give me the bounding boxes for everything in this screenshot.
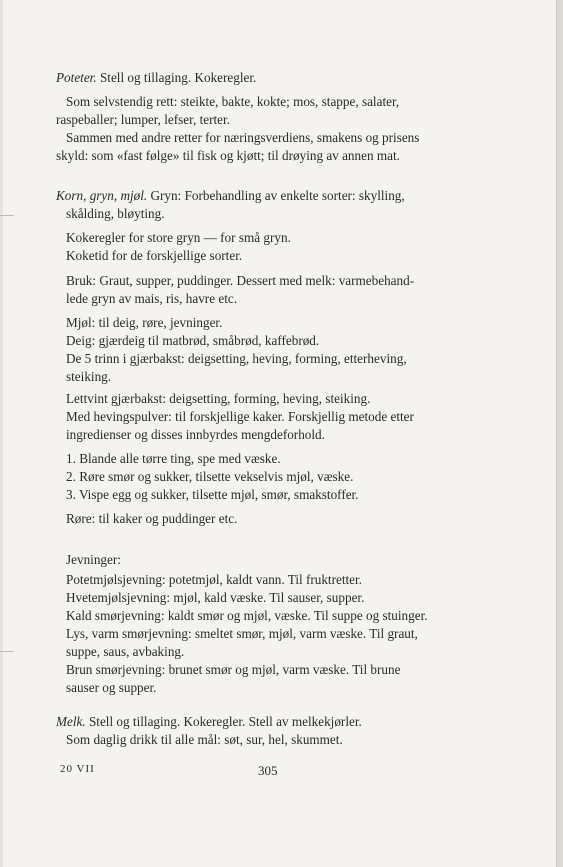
subsection-heading: Jevninger: <box>66 552 121 567</box>
section-heading: Melk. <box>56 714 86 729</box>
text-line: Sammen med andre retter for næringsverdiens, smakens og prisens <box>66 130 420 145</box>
text-line: raspeballer; lumper, lefser, terter. <box>56 112 230 127</box>
section-melk-heading-line <box>56 713 362 731</box>
text-line: Deig: gjærdeig til matbrød, småbrød, kaffebrød. <box>66 333 320 348</box>
edge-mark <box>0 215 14 216</box>
signature-mark: 20 VII <box>60 763 95 775</box>
section-korn-heading-line <box>56 187 405 205</box>
text-line: Med hevingspulver: til forskjellige kaker. Forskjellig metode etter <box>66 409 414 424</box>
page-left-edge <box>0 0 3 867</box>
text-line: Brun smørjevning: brunet smør og mjøl, varm væske. Til brune <box>66 662 401 677</box>
text-line: Koketid for de forskjellige sorter. <box>66 248 243 263</box>
section-heading: Poteter. <box>56 70 97 85</box>
text-line: sauser og supper. <box>66 680 157 695</box>
text-line: steiking. <box>66 369 112 384</box>
text-line: Som daglig drikk til alle mål: søt, sur, hel, skummet. <box>66 732 343 747</box>
text-line: ingredienser og disses innbyrdes mengdeforhold. <box>66 427 325 442</box>
text-line: Som selvstendig rett: steikte, bakte, kokte; mos, stappe, salater, <box>66 94 400 109</box>
book-page <box>56 0 488 867</box>
text-line: suppe, saus, avbaking. <box>66 644 185 659</box>
text-line: Kokeregler for store gryn — for små gryn. <box>66 230 291 245</box>
text-line: lede gryn av mais, ris, havre etc. <box>66 291 238 306</box>
section-heading: Korn, gryn, mjøl. <box>56 188 148 203</box>
text-line: Stell og tillaging. Kokeregler. <box>99 70 257 85</box>
text-line: Lys, varm smørjevning: smeltet smør, mjøl, varm væske. Til graut, <box>66 626 418 641</box>
text-line: skålding, bløyting. <box>66 206 165 221</box>
text-line: De 5 trinn i gjærbakst: deigsetting, heving, forming, etterheving, <box>66 351 407 366</box>
text-line: Stell og tillaging. Kokeregler. Stell av melkekjørler. <box>88 714 362 729</box>
list-item: 3. Vispe egg og sukker, tilsette mjøl, smør, smakstoffer. <box>66 487 359 502</box>
page-number: 305 <box>258 763 278 778</box>
text-line: Kald smørjevning: kaldt smør og mjøl, væske. Til suppe og stuinger. <box>66 608 428 623</box>
text-line: skyld: som «fast følge» til fisk og kjøtt; til drøying av annen mat. <box>56 148 400 163</box>
list-item: 1. Blande alle tørre ting, spe med væske. <box>66 451 281 466</box>
edge-mark <box>0 651 14 652</box>
text-line: Hvetemjølsjevning: mjøl, kald væske. Til sauser, supper. <box>66 590 365 605</box>
text-line: Gryn: Forbehandling av enkelte sorter: skylling, <box>150 188 405 203</box>
page-right-edge <box>556 0 563 867</box>
section-poteter-heading-line <box>56 69 256 87</box>
text-line: Mjøl: til deig, røre, jevninger. <box>66 315 223 330</box>
text-line: Lettvint gjærbakst: deigsetting, forming, heving, steiking. <box>66 391 371 406</box>
list-item: 2. Røre smør og sukker, tilsette vekselvis mjøl, væske. <box>66 469 354 484</box>
text-line: Røre: til kaker og puddinger etc. <box>66 511 238 526</box>
text-line: Bruk: Graut, supper, puddinger. Dessert med melk: varmebehand- <box>66 273 415 288</box>
text-line: Potetmjølsjevning: potetmjøl, kaldt vann. Til fruktretter. <box>66 572 362 587</box>
